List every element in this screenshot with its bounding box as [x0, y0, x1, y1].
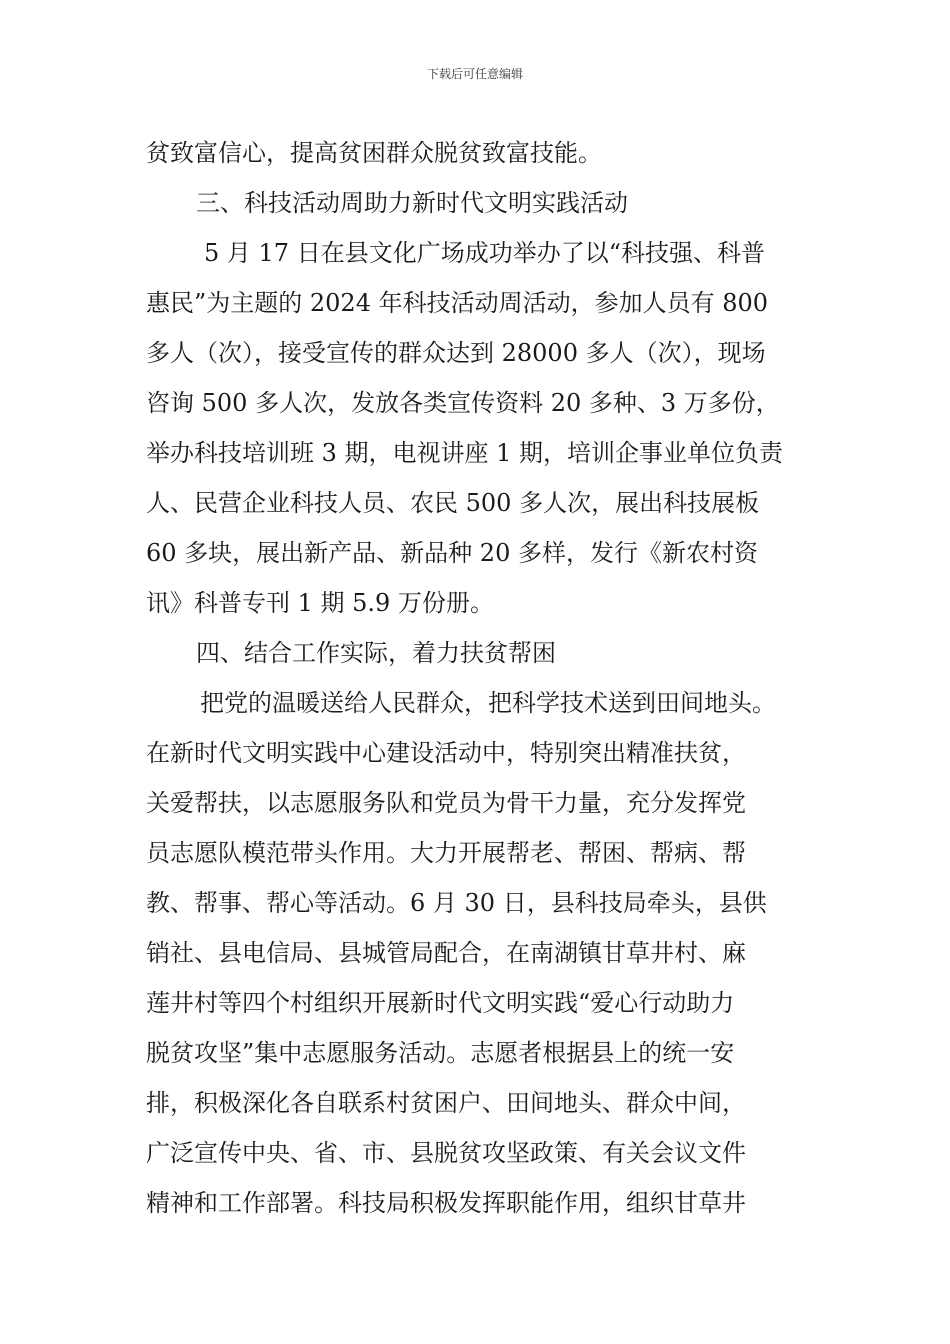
- paragraph-line: 咨询 500 多人次，发放各类宣传资料 20 多种、3 万多份，: [146, 389, 780, 417]
- paragraph-line: 60 多块，展出新产品、新品种 20 多样，发行《新农村资: [146, 539, 758, 567]
- paragraph-line: 贫致富信心，提高贫困群众脱贫致富技能。: [146, 139, 602, 167]
- paragraph-line: 惠民”为主题的 2024 年科技活动周活动，参加人员有 800: [146, 289, 769, 317]
- paragraph-line: 关爱帮扶，以志愿服务队和党员为骨干力量，充分发挥党: [146, 789, 746, 817]
- section-heading: 四、结合工作实际，着力扶贫帮困: [196, 639, 556, 667]
- paragraph-line: 莲井村等四个村组织开展新时代文明实践“爱心行动助力: [146, 989, 735, 1017]
- paragraph-line: 人、民营企业科技人员、农民 500 多人次，展出科技展板: [146, 489, 760, 517]
- document-body: [146, 128, 846, 1228]
- paragraph-line: 讯》科普专刊 1 期 5.9 万份册。: [146, 589, 494, 617]
- paragraph-line: 多人（次），接受宣传的群众达到 28000 多人（次），现场: [146, 339, 766, 367]
- paragraph-line: 脱贫攻坚”集中志愿服务活动。志愿者根据县上的统一安: [146, 1039, 735, 1067]
- paragraph-line: 教、帮事、帮心等活动。6 月 30 日，县科技局牵头，县供: [146, 889, 767, 917]
- paragraph-line: 广泛宣传中央、省、市、县脱贫攻坚政策、有关会议文件: [146, 1139, 746, 1167]
- section-heading: 三、科技活动周助力新时代文明实践活动: [196, 189, 628, 217]
- paragraph-line: 在新时代文明实践中心建设活动中，特别突出精准扶贫，: [146, 739, 746, 767]
- paragraph-line: 排，积极深化各自联系村贫困户、田间地头、群众中间，: [146, 1089, 746, 1117]
- paragraph-line: 销社、县电信局、县城管局配合，在南湖镇甘草井村、麻: [146, 939, 746, 967]
- page-header: 下载后可任意编辑: [426, 67, 523, 81]
- paragraph-line: 把党的温暖送给人民群众，把科学技术送到田间地头。: [200, 689, 776, 717]
- paragraph-line: 精神和工作部署。科技局积极发挥职能作用，组织甘草井: [146, 1189, 746, 1217]
- paragraph-line: 举办科技培训班 3 期，电视讲座 1 期，培训企事业单位负责: [146, 439, 784, 467]
- paragraph-line: 5 月 17 日在县文化广场成功举办了以“科技强、科普: [204, 239, 765, 267]
- paragraph-line: 员志愿队模范带头作用。大力开展帮老、帮困、帮病、帮: [146, 839, 746, 867]
